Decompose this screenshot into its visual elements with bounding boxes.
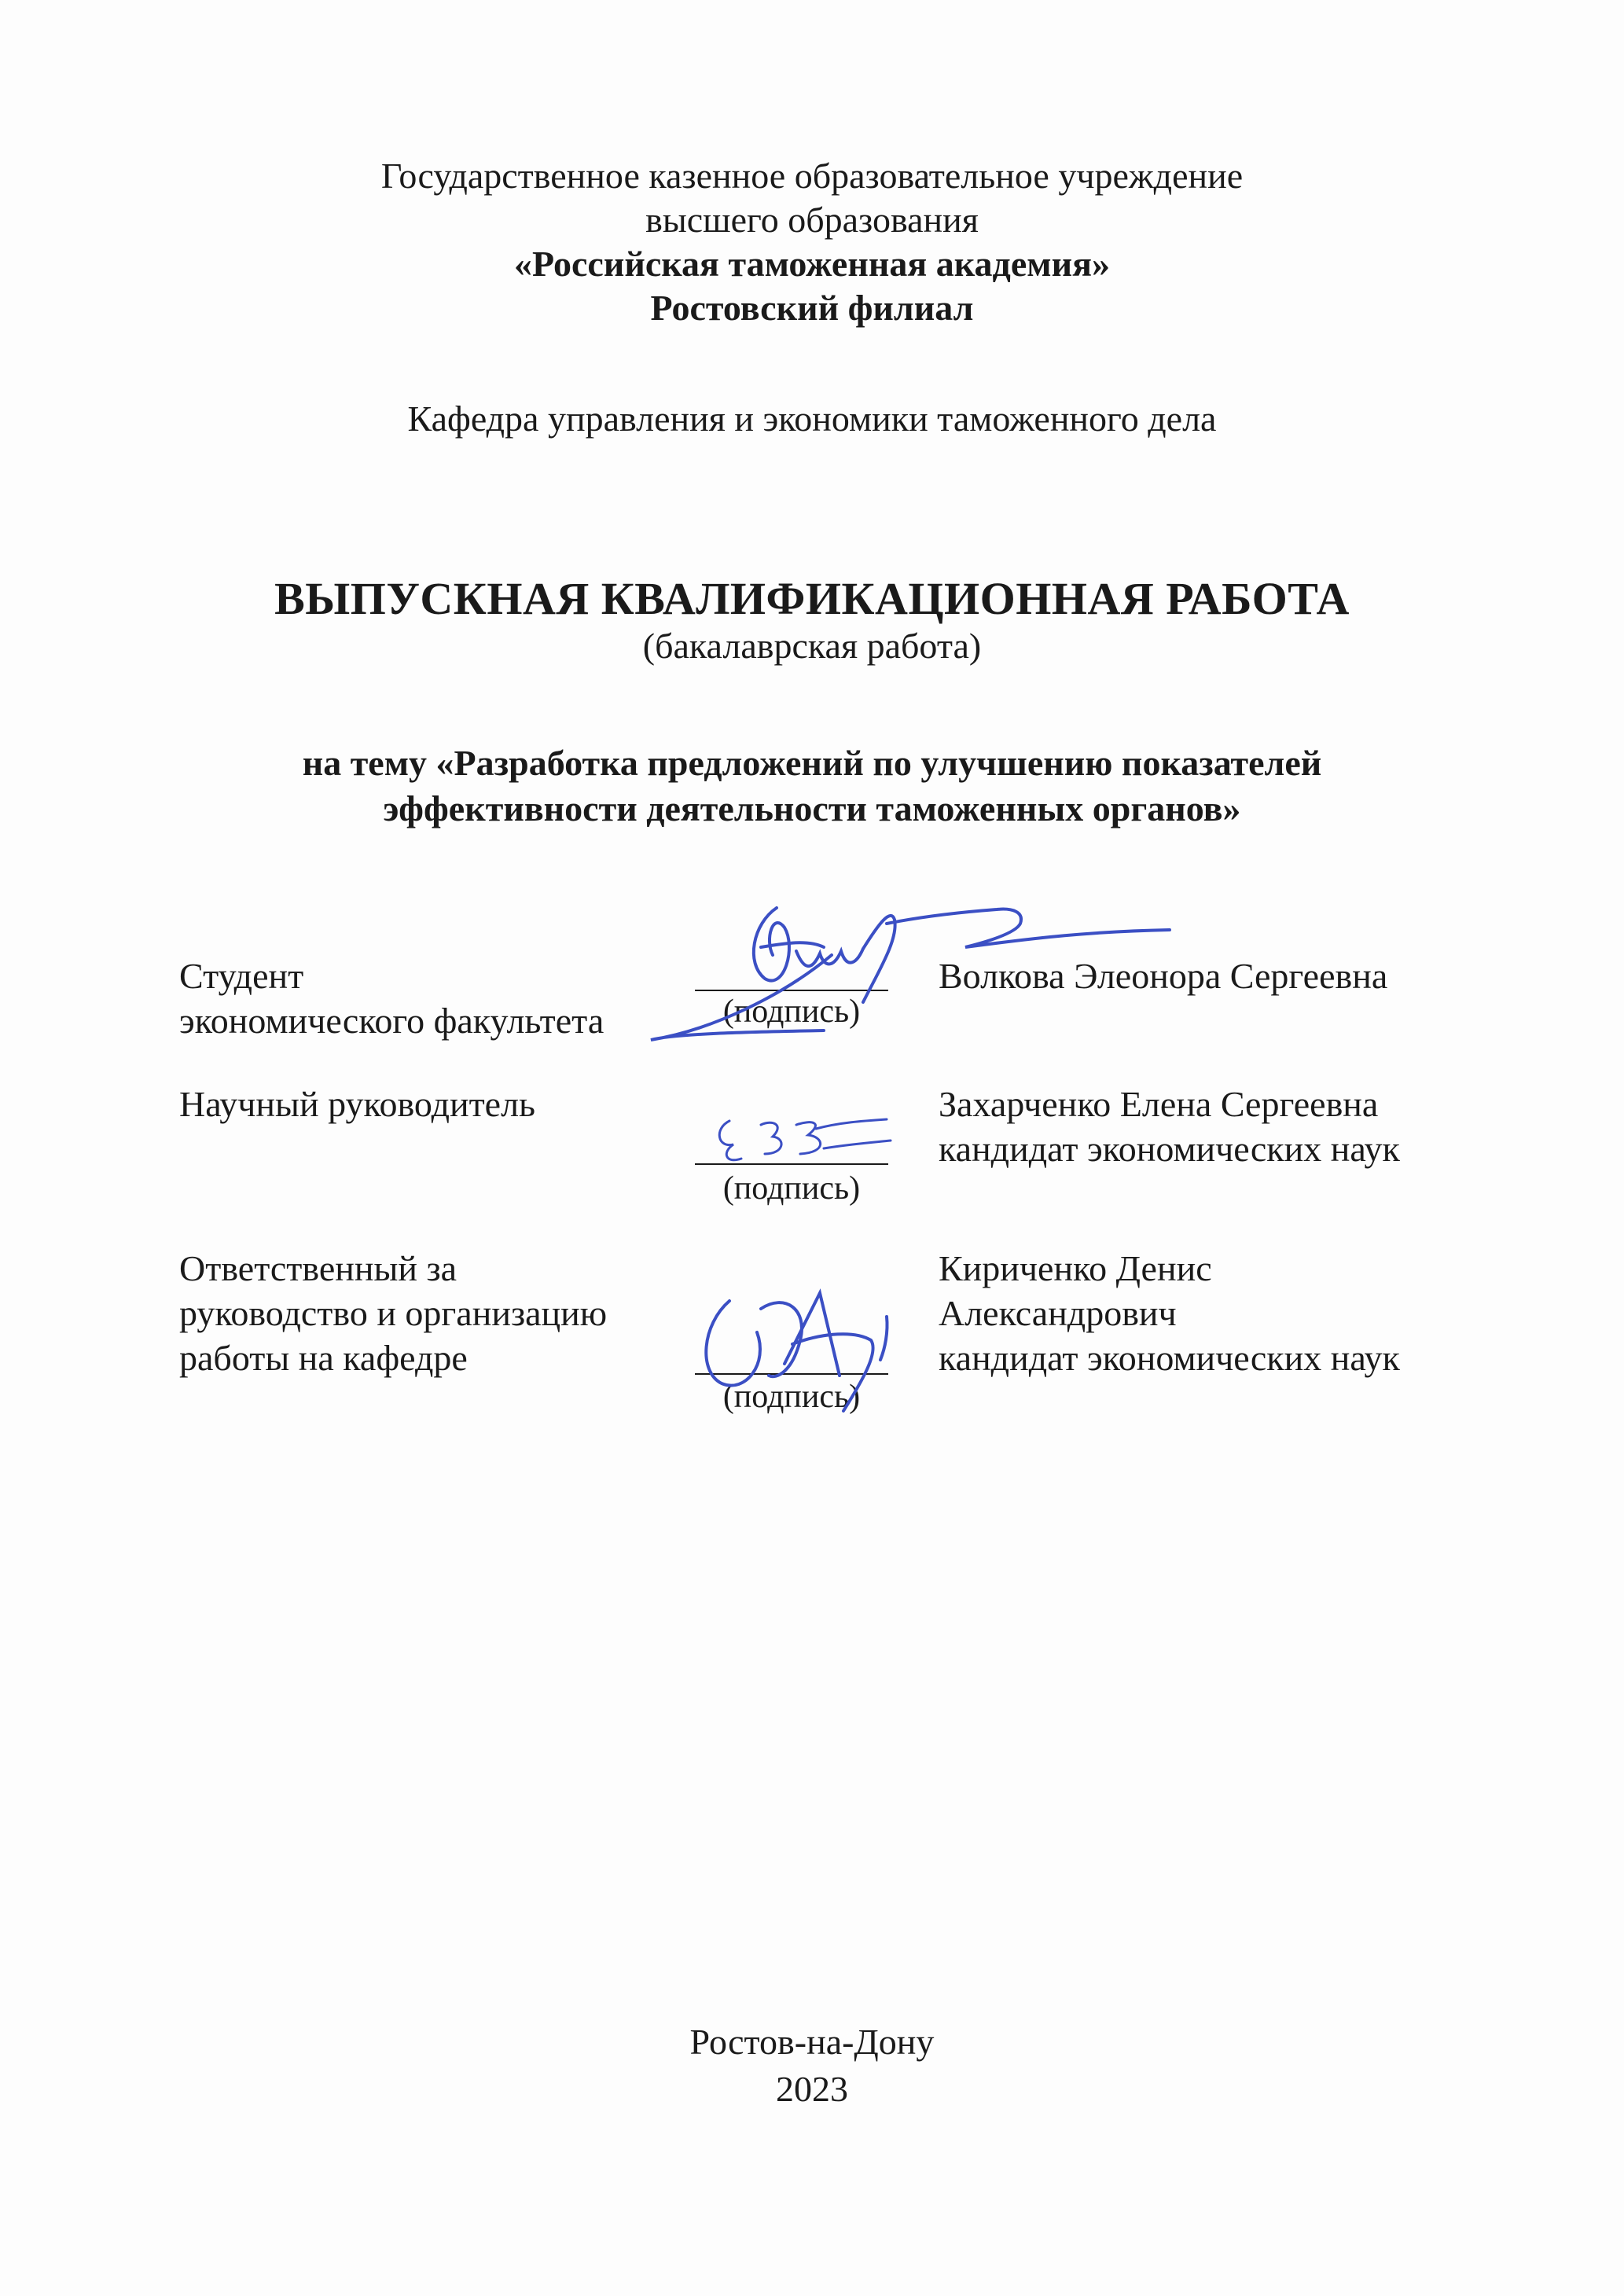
responsible-handwritten-signature — [682, 1277, 934, 1419]
advisor-name — [939, 1082, 1473, 1171]
topic-block — [0, 740, 1624, 832]
branch-name: Ростовский филиал — [650, 288, 974, 328]
student-full-name: Волкова Элеонора Сергеевна — [939, 956, 1388, 996]
responsible-degree: кандидат экономических наук — [939, 1338, 1400, 1378]
responsible-patronymic: Александрович — [939, 1293, 1177, 1333]
institution-line-2: высшего образования — [645, 200, 979, 240]
responsible-role — [179, 1246, 667, 1380]
responsible-role-line-3: работы на кафедре — [179, 1338, 468, 1378]
responsible-role-line-2: руководство и организацию — [179, 1293, 608, 1333]
institution-header — [0, 154, 1624, 330]
work-title-block — [0, 572, 1624, 667]
work-title: ВЫПУСКНАЯ КВАЛИФИКАЦИОННАЯ РАБОТА — [274, 573, 1350, 624]
advisor-role — [179, 1082, 667, 1126]
advisor-degree: кандидат экономических наук — [939, 1129, 1400, 1169]
advisor-handwritten-signature — [698, 1105, 902, 1168]
responsible-surname-name: Кириченко Денис — [939, 1248, 1212, 1288]
footer-city: Ростов-на-Дону — [689, 2022, 935, 2062]
advisor-role-line-1: Научный руководитель — [179, 1084, 536, 1124]
work-subtitle: (бакалаврская работа) — [642, 626, 982, 666]
academy-name: «Российская таможенная академия» — [514, 244, 1110, 284]
responsible-name — [939, 1246, 1473, 1380]
department-block — [0, 397, 1624, 441]
topic-line-2: эффективности деятельности таможенных органов» — [383, 788, 1241, 828]
student-role-line-1: Студент — [179, 956, 304, 996]
advisor-signature-caption: (подпись) — [722, 1170, 861, 1207]
student-name — [939, 953, 1473, 998]
department-name: Кафедра управления и экономики таможенного дела — [407, 399, 1217, 439]
responsible-role-line-1: Ответственный за — [179, 1248, 457, 1288]
student-role — [179, 953, 667, 1043]
student-signature-caption: (подпись) — [722, 994, 861, 1030]
footer-block — [0, 2019, 1624, 2113]
topic-line-1: на тему «Разработка предложений по улучшению показателей — [302, 743, 1322, 783]
responsible-signature-caption: (подпись) — [722, 1379, 861, 1415]
footer-year: 2023 — [776, 2069, 848, 2109]
advisor-full-name: Захарченко Елена Сергеевна — [939, 1084, 1379, 1124]
student-role-line-2: экономического факультета — [179, 1001, 604, 1041]
institution-line-1: Государственное казенное образовательное учреждение — [380, 156, 1244, 196]
